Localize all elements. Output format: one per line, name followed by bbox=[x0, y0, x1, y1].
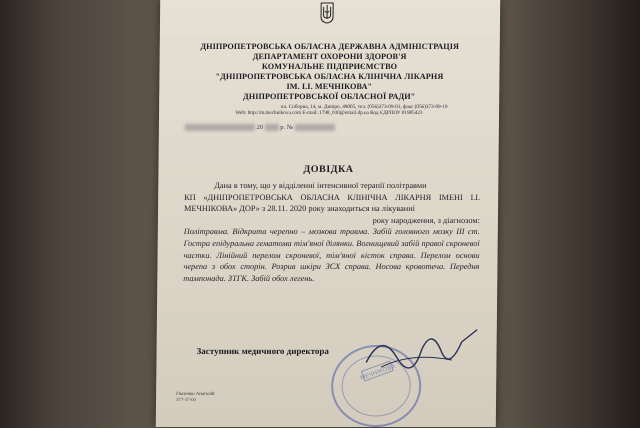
body-diagnosis: Політравма. Відкрита черепно – мозкова травма. Забій головного мозку III ст. Гостра епідуральна гематома тім'яної ділянки. Вогнищевий забій правої скроневої частки. Лінійний перелом скроневої, тім'яної кісток справа. Перелом основи черепа з обох сторін. Розрив шкіри ЗСХ справа. Носова кровотеча. Передня тампонада. ЗТГК. Забій обох легень. bbox=[183, 227, 480, 283]
document-title: ДОВІДКА bbox=[303, 164, 354, 175]
body-hospital: КП «ДНІПРОПЕТРОВСЬКА ОБЛАСНА КЛІНІЧНА ЛІКАРНЯ ІМЕНІ І.І. МЕЧНІКОВА» ДОР» з 28.11. 2020 року знаходиться на лікуванні bbox=[184, 192, 481, 214]
ref-number-label: р. № bbox=[280, 124, 294, 131]
trident-coat-of-arms-icon bbox=[320, 2, 334, 24]
header-enterprise: КОМУНАЛЬНЕ ПІДПРИЄМСТВО bbox=[261, 62, 398, 71]
redacted-number bbox=[295, 124, 335, 131]
header-hospital-name: "ДНІПРОПЕТРОВСЬКА ОБЛАСНА КЛІНІЧНА ЛІКАРНЯ bbox=[215, 72, 444, 81]
executor-name: Гнатенко Анатолій bbox=[176, 392, 215, 397]
header-administration: ДНІПРОПЕТРОВСЬКА ОБЛАСНА ДЕРЖАВНА АДМІНІСТРАЦІЯ bbox=[200, 42, 460, 51]
redacted-date bbox=[185, 124, 255, 131]
reference-line bbox=[185, 124, 335, 131]
address-line: пл. Соборна, 14, м. Дніпро, 49005, тел. (056)373-09-01, факс (056)373-09-19 bbox=[280, 104, 448, 110]
header-hospital-name-2: ІМ. І.І. МЕЧНІКОВА" bbox=[286, 82, 373, 91]
header-department: ДЕПАРТАМЕНТ ОХОРОНИ ЗДОРОВ'Я bbox=[252, 52, 407, 61]
body-birth: року народження, з діагнозом: bbox=[372, 215, 480, 225]
certificate-body bbox=[183, 180, 480, 284]
header-council: ДНІПРОПЕТРОВСЬКОЇ ОБЛАСНОЇ РАДИ" bbox=[243, 92, 416, 101]
address-block bbox=[159, 104, 499, 117]
redacted-year bbox=[265, 124, 279, 131]
handwritten-signature bbox=[361, 322, 482, 382]
document-sheet bbox=[156, 0, 500, 427]
stamp-text: МЕЧНІКОВА bbox=[359, 362, 397, 382]
signatory-title: Заступник медичного директора bbox=[196, 346, 330, 356]
executor-block bbox=[176, 392, 214, 404]
ref-year: 20 bbox=[256, 124, 264, 131]
contacts-line: Web: http://m.mechnikova.com E-mail: 1798_010@email.dp.ua Код ЄДРПОУ 01985423 bbox=[235, 110, 423, 117]
executor-phone: 377-37-03 bbox=[176, 398, 197, 403]
body-intro: Дана в тому, що у відділенні інтенсивної терапії політравми bbox=[214, 181, 427, 190]
